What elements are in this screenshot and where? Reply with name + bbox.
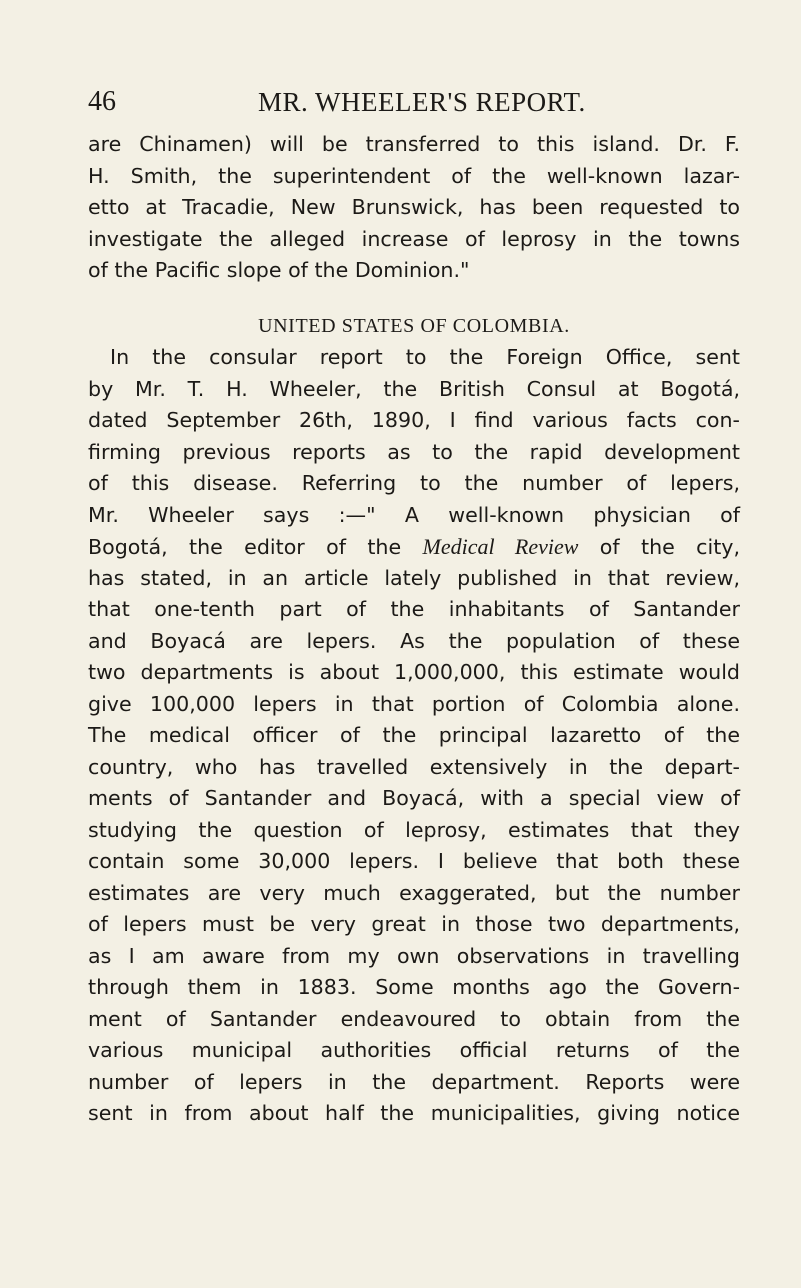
page-number: 46: [88, 86, 116, 117]
text-line: country, who has travelled extensively in the depart-: [88, 754, 740, 779]
text-line: of the Pacific slope of the Dominion.": [88, 258, 470, 282]
text-line: In the consular report to the Foreign Office, sent: [110, 345, 740, 369]
text-line: contain some 30,000 lepers. I believe that both these: [88, 849, 740, 873]
text-line: ments of Santander and Boyacá, with a special view of: [88, 786, 740, 810]
text-line: two departments is about 1,000,000, this estimate would: [88, 660, 740, 684]
text-line: number of lepers in the department. Reports were: [88, 1069, 740, 1094]
text-line: estimates are very much exaggerated, but the number: [88, 880, 740, 905]
page-header: [88, 82, 740, 122]
text-line: investigate the alleged increase of leprosy in the towns: [88, 226, 740, 251]
text-line: various municipal authorities official returns of the: [88, 1038, 740, 1062]
section-heading: UNITED STATES OF COLOMBIA.: [258, 315, 570, 337]
text-line: studying the question of leprosy, estimates that they: [88, 817, 740, 842]
text-line: of this disease. Referring to the number of lepers,: [88, 471, 740, 495]
text-line: etto at Tracadie, New Brunswick, has been requested to: [88, 195, 740, 219]
text-line: firming previous reports as to the rapid development: [88, 439, 740, 464]
text-segment: Bogotá, the editor of the: [88, 535, 423, 559]
text-line: ment of Santander endeavoured to obtain from the: [88, 1006, 740, 1031]
running-head: MR. WHEELER'S REPORT.: [258, 87, 586, 117]
text-line: give 100,000 lepers in that portion of Colombia alone.: [88, 691, 740, 716]
text-line: The medical officer of the principal lazaretto of the: [88, 723, 740, 747]
journal-title: Medical Review: [422, 534, 579, 559]
paragraph-2: [88, 342, 740, 1130]
text-line: by Mr. T. H. Wheeler, the British Consul at Bogotá,: [88, 376, 740, 401]
text-line-with-italic: [88, 531, 740, 563]
paragraph-1: [88, 129, 740, 287]
text-line: are Chinamen) will be transferred to this island. Dr. F.: [88, 132, 740, 156]
text-segment: of the city,: [578, 535, 741, 559]
text-line: H. Smith, the superintendent of the well-known lazar-: [88, 163, 740, 188]
text-line: and Boyacá are lepers. As the population of these: [88, 628, 740, 653]
text-line: that one-tenth part of the inhabitants of Santander: [88, 597, 740, 621]
text-line: of lepers must be very great in those two departments,: [88, 912, 740, 936]
text-line: has stated, in an article lately published in that review,: [88, 565, 740, 590]
text-line: as I am aware from my own observations in travelling: [88, 943, 740, 968]
text-line: dated September 26th, 1890, I find various facts con-: [88, 408, 740, 432]
text-line: Mr. Wheeler says :—" A well-known physician of: [88, 502, 740, 527]
text-line: through them in 1883. Some months ago the Govern-: [88, 975, 740, 999]
text-line: sent in from about half the municipalities, giving notice: [88, 1101, 740, 1125]
